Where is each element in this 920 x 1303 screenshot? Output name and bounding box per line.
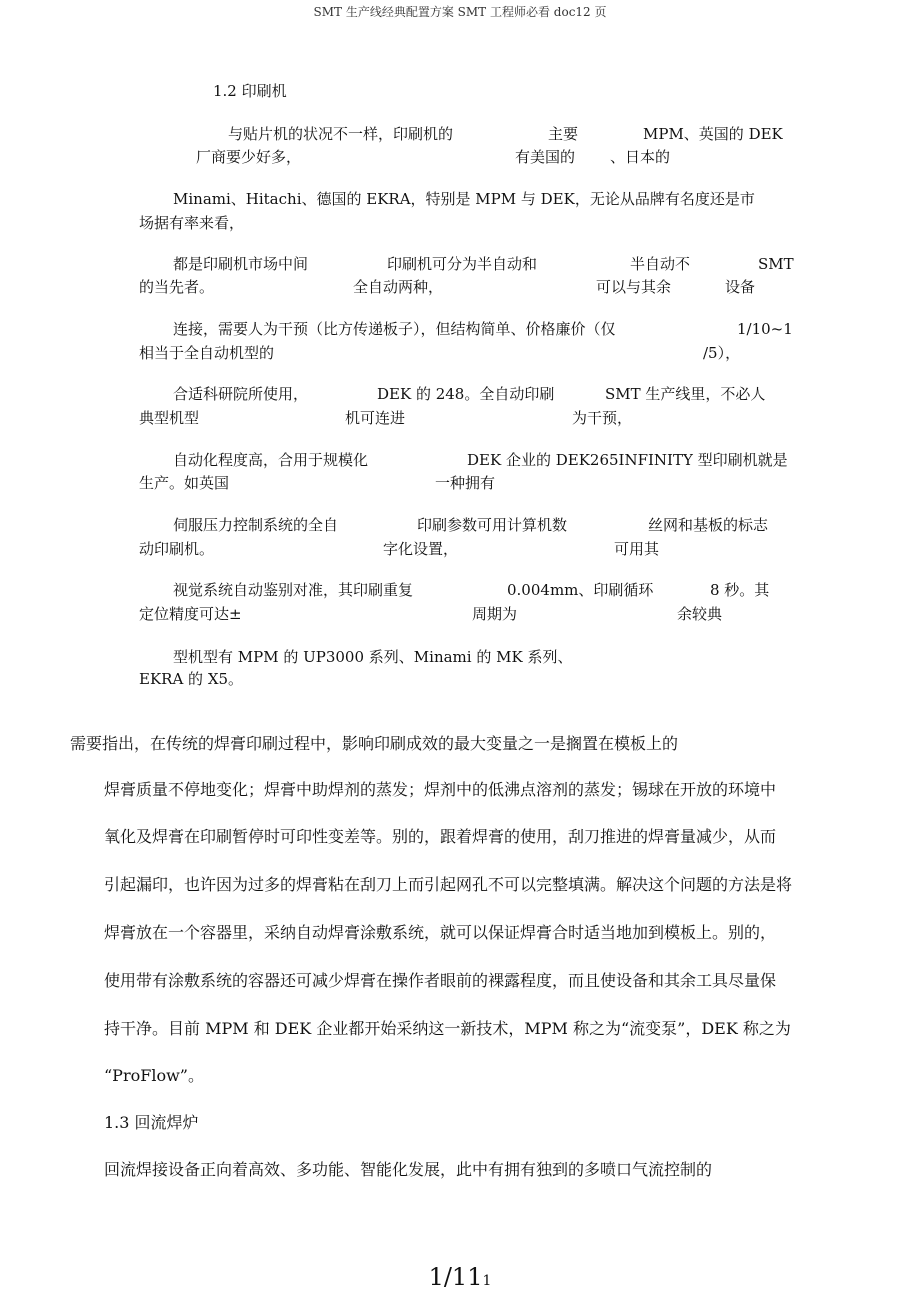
table-cell: DEK 的 248。全自动印刷 xyxy=(377,385,555,403)
section-heading-1-2: 1.2 印刷机 xyxy=(213,82,287,100)
table-cell: 印刷机可分为半自动和 xyxy=(387,255,538,273)
table-cell: 全自动两种， xyxy=(353,278,444,296)
table-cell: 、日本的 xyxy=(610,148,671,166)
paragraph-line: 使用带有涂敷系统的容器还可减少焊膏在操作者眼前的裸露程度，而且使设备和其余工具尽量保 xyxy=(104,971,777,990)
table-cell: 典型机型 xyxy=(139,409,200,427)
table-cell: Minami、Hitachi、德国的 EKRA，特别是 MPM 与 DEK，无论从品牌有名度还是市 xyxy=(173,190,755,208)
paragraph-line: 需要指出，在传统的焊膏印刷过程中，影响印刷成效的最大变量之一是搁置在模板上的 xyxy=(70,734,679,753)
table-cell: 定位精度可达± xyxy=(139,605,242,623)
table-cell: 机可连进 xyxy=(345,409,406,427)
table-cell: 1/10~1 xyxy=(737,320,793,338)
paragraph-line: 焊膏质量不停地变化；焊膏中助焊剂的蒸发；焊剂中的低沸点溶剂的蒸发；锡球在开放的环境中 xyxy=(104,780,777,799)
paragraph-line: 氧化及焊膏在印刷暂停时可印性变差等。别的，跟着焊膏的使用，刮刀推进的焊膏量减少，从而 xyxy=(104,827,777,846)
table-cell: 有美国的 xyxy=(515,148,576,166)
paragraph-line: 持干净。目前 MPM 和 DEK 企业都开始采纳这一新技术，MPM 称之为“流变泵”，DEK 称之为 xyxy=(104,1019,791,1038)
table-cell: 丝网和基板的标志 xyxy=(648,516,769,534)
table-cell: SMT 生产线里，不必人 xyxy=(605,385,766,403)
table-cell: /5）， xyxy=(703,344,741,362)
table-cell: SMT xyxy=(758,255,794,273)
page-number-suffix: 1 xyxy=(482,1273,492,1289)
table-cell: 设备 xyxy=(725,278,756,296)
table-cell: 主要 xyxy=(548,125,579,143)
table-cell: 合适科研院所使用， xyxy=(173,385,309,403)
table-cell: 伺服压力控制系统的全自 xyxy=(173,516,339,534)
paragraph-line: 回流焊接设备正向着高效、多功能、智能化发展，此中有拥有独到的多喷口气流控制的 xyxy=(104,1160,713,1179)
table-cell: 可用其 xyxy=(614,540,660,558)
table-cell: 余较典 xyxy=(677,605,723,623)
page-number xyxy=(0,1263,920,1295)
table-cell: 厂商要少好多， xyxy=(196,148,302,166)
table-cell: 一种拥有 xyxy=(435,474,496,492)
table-cell: 的当先者。 xyxy=(139,278,215,296)
document-header: SMT 生产线经典配置方案 SMT 工程师必看 doc12 页 xyxy=(313,5,607,19)
page-number-value: 1/11 xyxy=(428,1263,483,1291)
table-cell: DEK 企业的 DEK265INFINITY 型印刷机就是 xyxy=(467,451,788,469)
table-cell: 型机型有 MPM 的 UP3000 系列、Minami 的 MK 系列、 xyxy=(173,648,573,666)
table-cell: 为干预， xyxy=(572,409,633,427)
table-cell: 可以与其余 xyxy=(596,278,672,296)
table-cell: 半自动不 xyxy=(630,255,691,273)
table-cell: 周期为 xyxy=(472,605,518,623)
section-heading-1-3: 1.3 回流焊炉 xyxy=(104,1113,199,1132)
table-cell: 连接，需要人为干预（比方传递板子），但结构简单、价格廉价（仅 xyxy=(173,320,616,338)
table-cell: 动印刷机。 xyxy=(139,540,215,558)
table-cell: 都是印刷机市场中间 xyxy=(173,255,309,273)
table-cell: 自动化程度高，合用于规模化 xyxy=(173,451,369,469)
table-cell: 8 秒。其 xyxy=(710,581,770,599)
table-cell: 视觉系统自动鉴别对准，其印刷重复 xyxy=(173,581,414,599)
table-cell: EKRA 的 X5。 xyxy=(139,670,244,688)
table-cell: MPM、英国的 DEK xyxy=(643,125,783,143)
paragraph-line: 引起漏印，也许因为过多的焊膏粘在刮刀上而引起网孔不可以完整填满。解决这个问题的方法是将 xyxy=(104,875,793,894)
table-cell: 与贴片机的状况不一样，印刷机的 xyxy=(228,125,454,143)
table-cell: 印刷参数可用计算机数 xyxy=(417,516,568,534)
paragraph-line: 焊膏放在一个容器里，采纳自动焊膏涂敷系统，就可以保证焊膏合时适当地加到模板上。别的， xyxy=(104,923,777,942)
table-cell: 字化设置， xyxy=(383,540,459,558)
table-cell: 0.004mm、印刷循环 xyxy=(507,581,654,599)
table-cell: 生产。如英国 xyxy=(139,474,230,492)
table-cell: 场据有率来看， xyxy=(139,214,245,232)
paragraph-line: “ProFlow”。 xyxy=(104,1066,204,1085)
table-cell: 相当于全自动机型的 xyxy=(139,344,275,362)
